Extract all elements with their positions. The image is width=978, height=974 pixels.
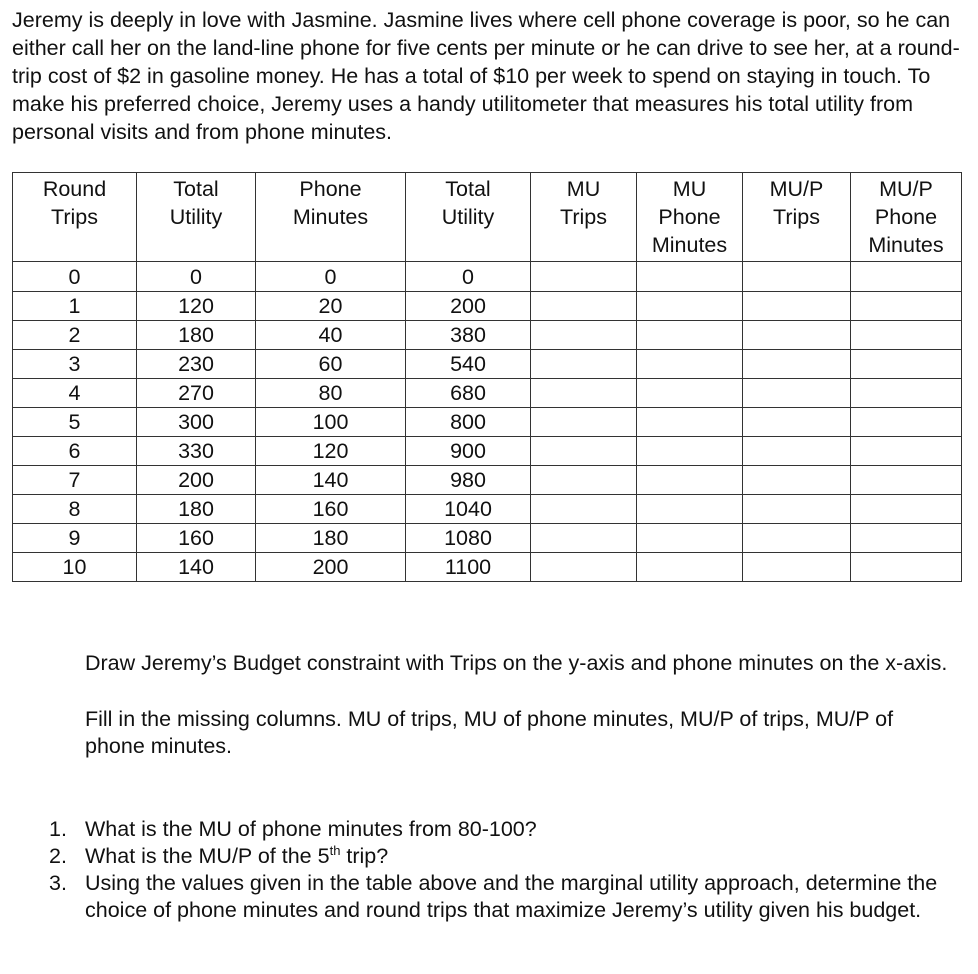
table-cell (531, 262, 637, 292)
table-cell (743, 466, 851, 495)
column-header (256, 173, 406, 262)
table-row (13, 466, 962, 495)
table-cell (531, 437, 637, 466)
table-cell (637, 524, 743, 553)
column-header-line: Trips (51, 205, 98, 229)
table-cell: 4 (13, 379, 137, 408)
table-cell: 200 (137, 466, 256, 495)
column-header (637, 173, 743, 262)
table-cell (851, 524, 962, 553)
table-header-row (13, 173, 962, 262)
table-cell (851, 437, 962, 466)
table-cell: 6 (13, 437, 137, 466)
table-cell (637, 321, 743, 350)
table-cell: 330 (137, 437, 256, 466)
table-cell: 2 (13, 321, 137, 350)
question-2-superscript: th (329, 842, 341, 858)
table-row (13, 553, 962, 582)
utility-table (12, 172, 962, 582)
column-header-line: Minutes (292, 205, 369, 229)
table-cell (531, 495, 637, 524)
table-cell (851, 495, 962, 524)
table-cell: 300 (137, 408, 256, 437)
column-header-line: Trips (560, 205, 607, 229)
table-row (13, 495, 962, 524)
table-cell: 120 (256, 437, 406, 466)
column-header (137, 173, 256, 262)
table-cell (743, 292, 851, 321)
column-header (13, 173, 137, 262)
table-cell (743, 379, 851, 408)
table-cell (637, 292, 743, 321)
table-cell: 200 (406, 292, 531, 321)
table-cell: 230 (137, 350, 256, 379)
table-cell: 900 (406, 437, 531, 466)
table-row (13, 321, 962, 350)
table-cell: 800 (406, 408, 531, 437)
instruction-budget-constraint: Draw Jeremy’s Budget constraint with Trips on the y-axis and phone minutes on the x-axis. (85, 651, 948, 675)
column-header-line: Utility (169, 205, 223, 229)
table-cell (743, 495, 851, 524)
table-cell (531, 350, 637, 379)
table-cell (637, 495, 743, 524)
table-row (13, 292, 962, 321)
column-header (406, 173, 531, 262)
column-header-line: Minutes (868, 233, 944, 257)
column-header-line: MU (672, 177, 707, 201)
table-cell: 3 (13, 350, 137, 379)
question-3: Using the values given in the table above and the marginal utility approach, determine the choice of phone minutes and round trips that maximize Jeremy’s utility given his budget. (85, 871, 938, 922)
table-cell: 1080 (406, 524, 531, 553)
table-cell: 0 (256, 262, 406, 292)
table-cell: 200 (256, 553, 406, 582)
instruction-fill-columns: Fill in the missing columns. MU of trips, MU of phone minutes, MU/P of trips, MU/P of phone minutes. (85, 707, 894, 758)
column-header-line: Total (445, 177, 491, 201)
table-cell: 540 (406, 350, 531, 379)
table-cell: 10 (13, 553, 137, 582)
table-cell (637, 379, 743, 408)
table-cell (743, 553, 851, 582)
table-cell: 270 (137, 379, 256, 408)
table-body (13, 262, 962, 582)
table-cell: 7 (13, 466, 137, 495)
table-cell (851, 262, 962, 292)
table-cell (743, 262, 851, 292)
question-1: What is the MU of phone minutes from 80-100? (85, 817, 537, 841)
table-cell: 120 (137, 292, 256, 321)
table-cell (851, 350, 962, 379)
column-header (743, 173, 851, 262)
question-2-text: What is the MU/P of the 5 (85, 844, 330, 868)
table-cell: 160 (256, 495, 406, 524)
table-cell: 5 (13, 408, 137, 437)
table-cell: 80 (256, 379, 406, 408)
table-cell: 40 (256, 321, 406, 350)
column-header-line: Phone (299, 177, 362, 201)
table-cell (531, 292, 637, 321)
column-header-line: MU/P (879, 177, 933, 201)
table-cell: 9 (13, 524, 137, 553)
table-cell: 8 (13, 495, 137, 524)
column-header-line: Phone (658, 205, 721, 229)
table-cell (851, 292, 962, 321)
table-row (13, 379, 962, 408)
column-header-line: MU/P (769, 177, 824, 201)
column-header-line: MU (566, 177, 601, 201)
table-cell: 380 (406, 321, 531, 350)
table-cell: 1040 (406, 495, 531, 524)
table-cell (531, 553, 637, 582)
table-cell (743, 408, 851, 437)
table-row (13, 408, 962, 437)
table-row (13, 262, 962, 292)
table-cell (531, 466, 637, 495)
column-header-line: Total (173, 177, 219, 201)
table-cell (531, 321, 637, 350)
table-cell (531, 379, 637, 408)
table-cell (851, 466, 962, 495)
table-row (13, 437, 962, 466)
table-cell: 160 (137, 524, 256, 553)
column-header-line: Round (42, 177, 107, 201)
table-cell (851, 553, 962, 582)
table-cell: 140 (256, 466, 406, 495)
question-2 (85, 843, 955, 870)
table-cell (851, 379, 962, 408)
table-cell: 0 (13, 262, 137, 292)
table-row (13, 350, 962, 379)
column-header-line: Minutes (651, 233, 728, 257)
question-2-suffix: trip? (340, 844, 389, 868)
table-cell: 20 (256, 292, 406, 321)
table-cell: 180 (256, 524, 406, 553)
table-cell: 0 (137, 262, 256, 292)
column-header-line: Trips (773, 205, 820, 229)
table-cell: 180 (137, 495, 256, 524)
column-header (851, 173, 962, 262)
table-cell (743, 524, 851, 553)
table-cell: 140 (137, 553, 256, 582)
table-cell: 980 (406, 466, 531, 495)
table-cell: 0 (406, 262, 531, 292)
table-cell: 60 (256, 350, 406, 379)
column-header (531, 173, 637, 262)
table-cell (851, 408, 962, 437)
table-cell: 100 (256, 408, 406, 437)
column-header-line: Phone (874, 205, 938, 229)
table-cell (637, 466, 743, 495)
table-cell (743, 350, 851, 379)
question-list (85, 816, 955, 924)
intro-paragraph: Jeremy is deeply in love with Jasmine. Jasmine lives where cell phone coverage is poor, so he can either call her on the land-line phone for five cents per minute or he can drive to see her, at a round-trip cost of $2 in gasoline money. He has a total of $10 per week to spend on staying in touch. To make his preferred choice, Jeremy uses a handy utilitometer that measures his total utility from personal visits and from phone minutes. (12, 8, 960, 144)
table-cell: 1100 (406, 553, 531, 582)
table-cell: 680 (406, 379, 531, 408)
table-cell (637, 350, 743, 379)
table-cell (531, 408, 637, 437)
table-row (13, 524, 962, 553)
table-cell (637, 437, 743, 466)
table-cell (743, 437, 851, 466)
table-cell (637, 553, 743, 582)
table-cell (851, 321, 962, 350)
table-cell: 1 (13, 292, 137, 321)
table-cell (637, 262, 743, 292)
table-cell: 180 (137, 321, 256, 350)
table-cell (637, 408, 743, 437)
instructions (85, 650, 955, 760)
table-cell (531, 524, 637, 553)
table-cell (743, 321, 851, 350)
column-header-line: Utility (441, 205, 495, 229)
